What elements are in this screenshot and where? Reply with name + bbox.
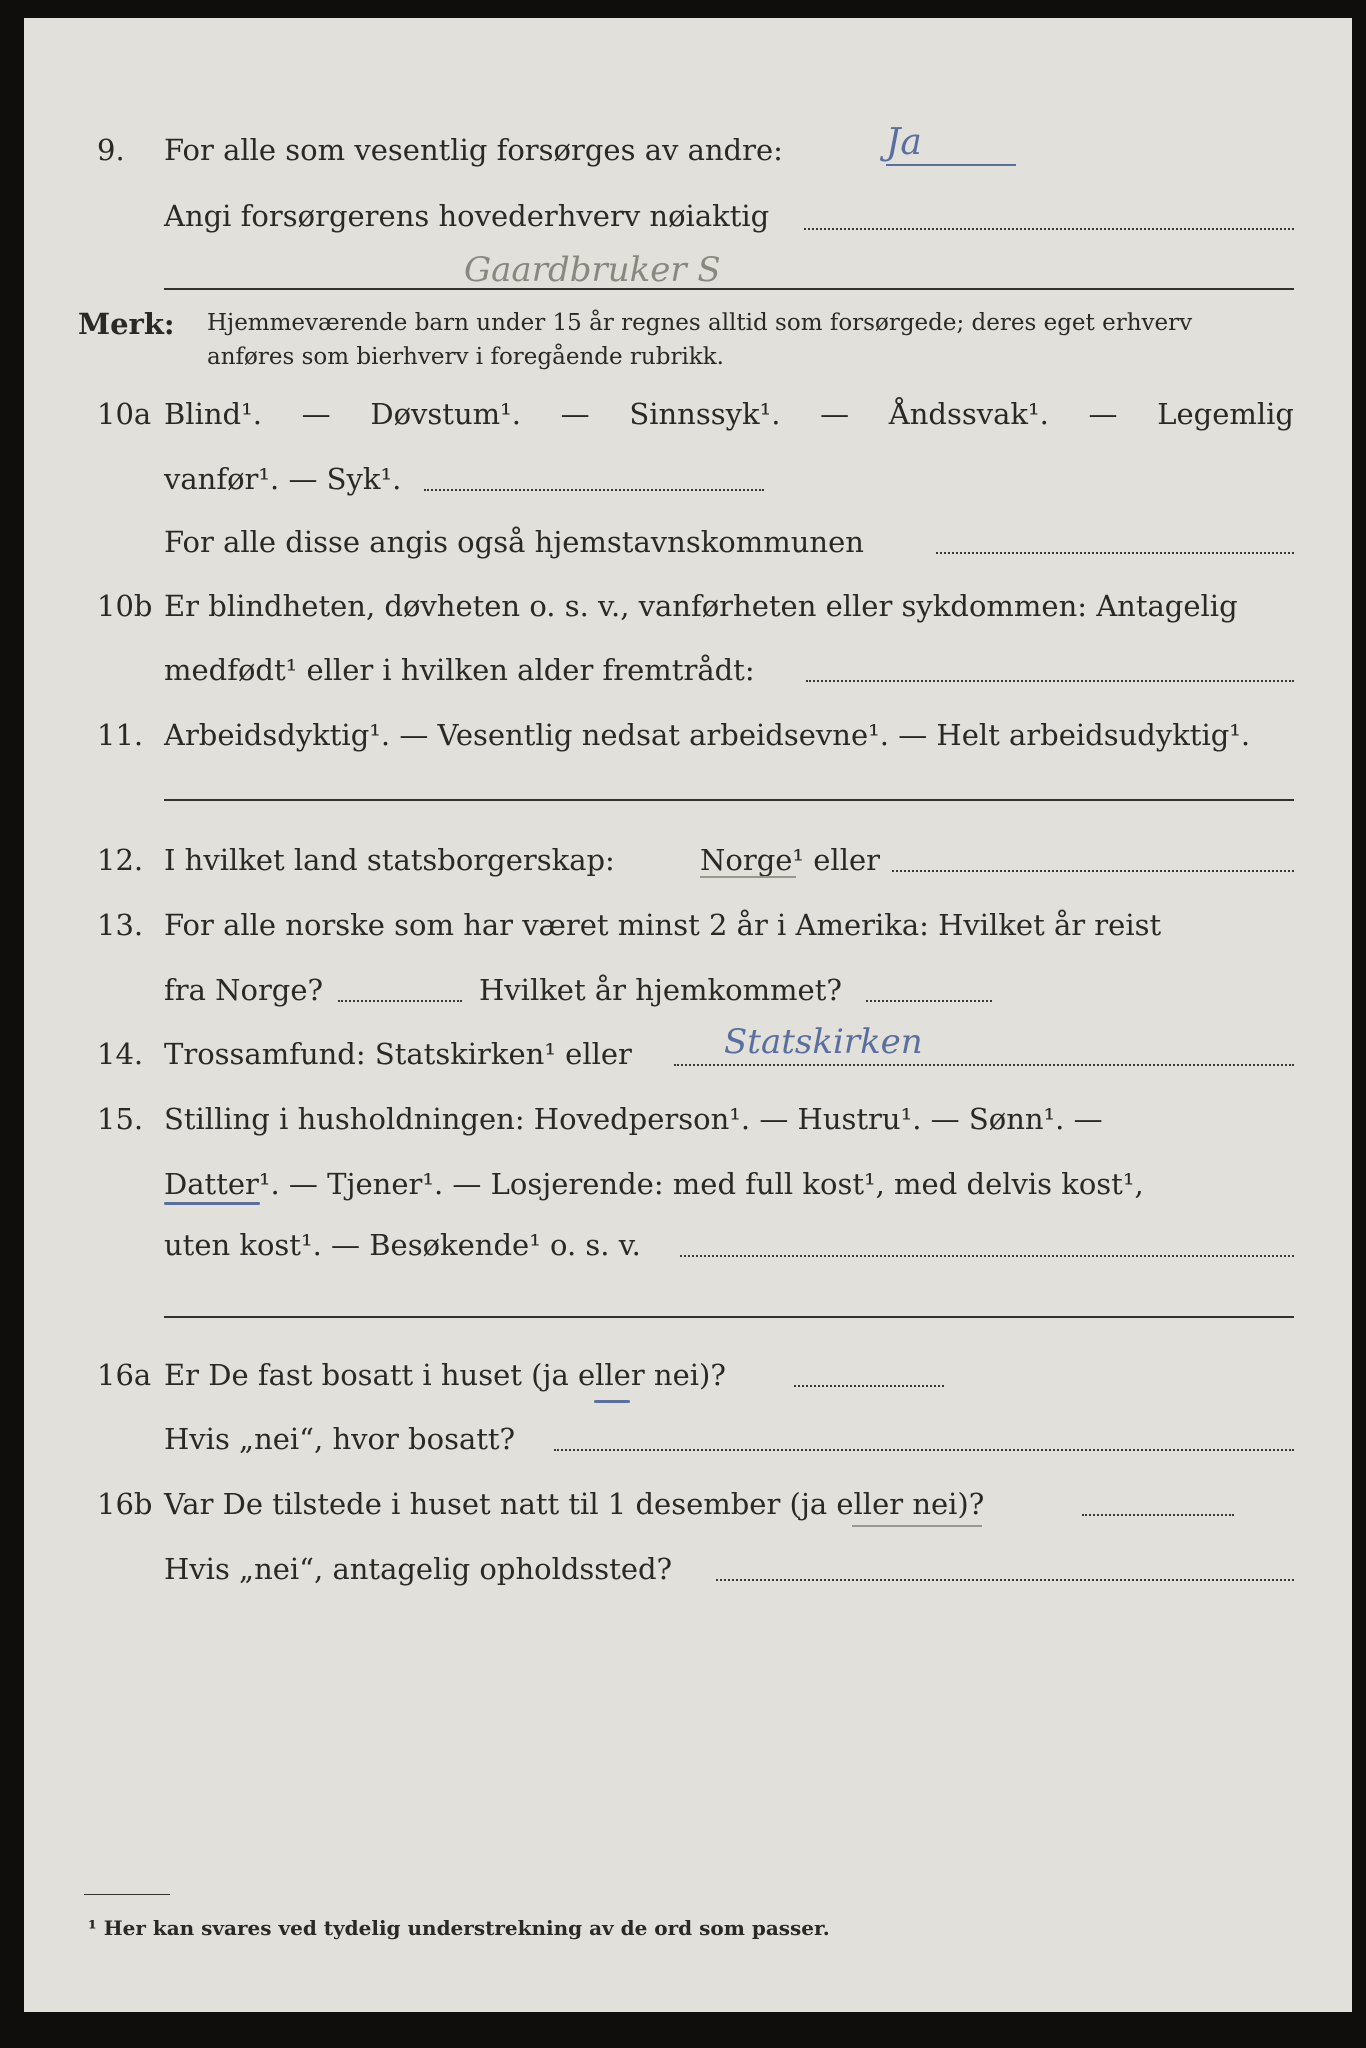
q16a-text-2: Hvis „nei“, hvor bosatt? [164, 1422, 516, 1456]
q13-text-1: For alle norske som har været minst 2 år i Amerika: Hvilket år reist [164, 908, 1162, 942]
q13-text-3: Hvilket år hjemkommet? [479, 973, 842, 1007]
q13-dotted-line-1 [338, 1000, 462, 1002]
q10a-row-1 [24, 394, 1352, 434]
q9-answer-line [164, 288, 1294, 290]
q16a-dotted-line-1 [794, 1385, 944, 1387]
q13-row-1 [24, 905, 1352, 945]
q12-row-1 [24, 840, 1352, 880]
q15-datter-underline [164, 1202, 260, 1205]
merk-text-1: Hjemmeværende barn under 15 år regnes alltid som forsørgede; deres eget erhverv [207, 310, 1193, 336]
census-form-page [24, 18, 1352, 2012]
q12-text-1: I hvilket land statsborgerskap: [164, 843, 615, 877]
merk-label: Merk: [78, 307, 175, 341]
q16a-row-2 [24, 1419, 1352, 1459]
q15-answer-line [164, 1316, 1294, 1318]
q9-row-2 [24, 196, 1352, 236]
q10b-row-1 [24, 586, 1352, 626]
q9-text-1: For alle som vesentlig forsørges av andre: [164, 133, 783, 167]
q16b-row-1 [24, 1484, 1352, 1524]
option-legemlig: Legemlig [1157, 397, 1294, 431]
q14-row-1 [24, 1034, 1352, 1074]
q15-row-1 [24, 1099, 1352, 1139]
q9-dotted-line [804, 228, 1294, 230]
q14-text-1: Trossamfund: Statskirken¹ eller [164, 1037, 632, 1071]
q13-number: 13. [97, 908, 144, 942]
q16b-row-2 [24, 1549, 1352, 1589]
q16a-row-1 [24, 1355, 1352, 1395]
q10b-text-2: medfødt¹ eller i hvilken alder fremtrådt: [164, 653, 755, 687]
q10a-text-3: For alle disse angis også hjemstavnskommunen [164, 525, 864, 559]
dash: — [1088, 397, 1118, 431]
q10a-dotted-line-1 [424, 489, 764, 491]
footnote: ¹ Her kan svares ved tydelig understrekning av de ord som passer. [88, 1916, 830, 1940]
q10b-text-1: Er blindheten, døvheten o. s. v., vanførheten eller sykdommen: Antagelig [164, 589, 1238, 623]
q9-row-1 [24, 130, 1352, 170]
q14-number: 14. [97, 1037, 144, 1071]
q13-dotted-line-2 [866, 1000, 992, 1002]
q15-dotted-line [680, 1255, 1294, 1257]
q16b-text-2: Hvis „nei“, antagelig opholdssted? [164, 1552, 673, 1586]
q15-row-3 [24, 1225, 1352, 1265]
option-sinnssyk: Sinnssyk¹. [629, 397, 781, 431]
q13-row-2 [24, 970, 1352, 1010]
q16b-ja-underline [852, 1525, 982, 1527]
q10a-dotted-line-2 [936, 552, 1294, 554]
q16a-dotted-line-2 [554, 1449, 1294, 1451]
q16a-number: 16a [97, 1358, 152, 1392]
q16a-ja-underline [594, 1400, 630, 1403]
q16b-dotted-line-2 [716, 1579, 1294, 1581]
q10a-text-2: vanfør¹. — Syk¹. [164, 462, 402, 496]
q15-row-2 [24, 1164, 1352, 1204]
q10b-dotted-line [806, 680, 1294, 682]
q14-dotted-line [674, 1064, 1294, 1066]
q9-number: 9. [97, 133, 125, 167]
q15-text-2: Datter¹. — Tjener¹. — Losjerende: med full kost¹, med delvis kost¹, [164, 1167, 1144, 1201]
q10b-number: 10b [97, 589, 153, 623]
q16b-text-1: Var De tilstede i huset natt til 1 desember (ja eller nei)? [164, 1487, 985, 1521]
q16b-dotted-line-1 [1082, 1514, 1234, 1516]
q16a-text-1: Er De fast bosatt i huset (ja eller nei)? [164, 1358, 726, 1392]
q9-answer-underline [886, 164, 1016, 166]
q10a-row-2 [24, 459, 1352, 499]
q12-number: 12. [97, 843, 144, 877]
q12-text-2: Norge¹ eller [700, 843, 881, 877]
dash: — [301, 397, 331, 431]
dash: — [560, 397, 590, 431]
q16b-number: 16b [97, 1487, 153, 1521]
footnote-rule [84, 1894, 170, 1895]
q10a-options [164, 394, 1294, 434]
q11-number: 11. [97, 718, 144, 752]
q10a-row-3 [24, 522, 1352, 562]
q12-norge-underline [700, 876, 796, 878]
merk-text-2: anføres som bierhverv i foregående rubrikk. [207, 344, 724, 370]
q11-row-1 [24, 715, 1352, 755]
q15-text-3: uten kost¹. — Besøkende¹ o. s. v. [164, 1228, 641, 1262]
option-blind: Blind¹. [164, 397, 262, 431]
q15-text-1: Stilling i husholdningen: Hovedperson¹. — Hustru¹. — Sønn¹. — [164, 1102, 1103, 1136]
q15-number: 15. [97, 1102, 144, 1136]
q9-occupation-handwritten: Gaardbruker S [464, 250, 721, 290]
dash: — [820, 397, 850, 431]
q10b-row-2 [24, 650, 1352, 690]
q12-dotted-line [892, 870, 1294, 872]
q11-answer-line [164, 799, 1294, 801]
q13-text-2: fra Norge? [164, 973, 324, 1007]
q14-answer-handwritten: Statskirken [724, 1022, 923, 1062]
q11-text-1: Arbeidsdyktig¹. — Vesentlig nedsat arbeidsevne¹. — Helt arbeidsudyktig¹. [164, 718, 1251, 752]
q9-text-2: Angi forsørgerens hovederhverv nøiaktig [164, 199, 770, 233]
option-andssvak: Åndssvak¹. [888, 397, 1049, 431]
option-dovstum: Døvstum¹. [370, 397, 521, 431]
q10a-number: 10a [97, 397, 152, 431]
q9-answer-handwritten: Ja [886, 122, 922, 163]
